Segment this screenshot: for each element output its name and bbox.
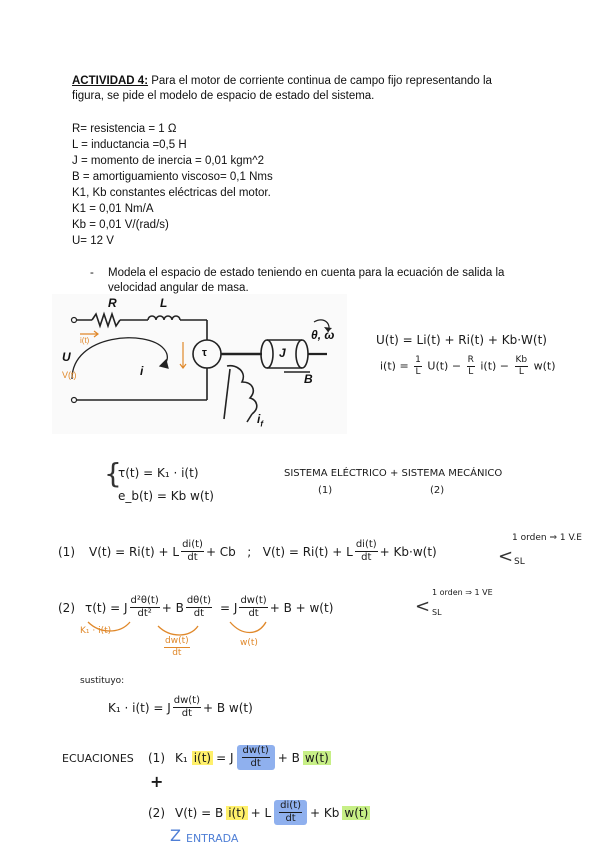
label-J: J: [279, 346, 286, 360]
eq2-branch: <: [415, 596, 431, 617]
param-k1: K1 = 0,01 Nm/A: [72, 203, 154, 215]
motor-diagram-svg: [52, 294, 347, 434]
label-U: U: [62, 350, 71, 364]
equation-2: (2) τ(t) = J $\frac{\text{d²θ(t)}}{\text{dt²}}$ + B $\frac{d\theta(t)}{dt}$ = J $\frac{dw(t)}{dt}$ + B + w(t): [58, 595, 334, 619]
label-v-small: V(t): [62, 370, 77, 380]
entrada-label: ENTRADA: [186, 832, 239, 845]
activity-title: [72, 74, 492, 89]
brace: {: [104, 457, 122, 490]
param-r: R= resistencia = 1 Ω: [72, 123, 177, 135]
label-current: i: [140, 364, 144, 378]
motor-symbol: τ: [202, 347, 207, 359]
activity-label: ACTIVIDAD 4:: [72, 75, 149, 87]
bullet-line1: Modela el espacio de estado teniendo en cuenta para la ecuación de salida la: [108, 267, 505, 279]
circuit-eq2: i(t) = $\frac{1}{L}$ U(t) − $\frac{R}{L}$ i(t) − $\frac{Kb}{L}$ w(t): [380, 355, 556, 377]
eq2-note-dw: $\frac{dw(t)}{dt}$: [165, 636, 189, 658]
eq1-branch: <: [498, 546, 514, 567]
e1-state-w: w(t): [304, 750, 329, 765]
label-L: L: [160, 296, 168, 310]
ecuaciones-label: ECUACIONES: [62, 752, 134, 765]
label-if: $i_f$: [257, 412, 264, 429]
sys-eq2: e_b(t) = Kb w(t): [118, 489, 214, 503]
activity-line1: Para el motor de corriente continua de campo fijo representando la: [148, 75, 492, 87]
param-k-desc: K1, Kb constantes eléctricas del motor.: [72, 187, 271, 199]
equation-1: (1) V(t) = Ri(t) + L $\frac{di(t)}{dt}$ + Cb ; V(t) = Ri(t) + L $\frac{di(t)}{dt}$ + Kb·w(t): [58, 539, 437, 563]
eq2-order: 1 orden ⇒ 1 VE: [432, 588, 493, 597]
eq1-sl: SL: [514, 557, 525, 567]
label-R: R: [108, 296, 117, 310]
param-l: L = inductancia =0,5 H: [72, 139, 187, 151]
label-B: B: [304, 372, 313, 386]
substituyo-label: sustituyo:: [80, 676, 125, 686]
substitution-eq: K₁ · i(t) = J $\frac{dw(t)}{dt}$ + B w(t): [108, 695, 253, 719]
label-i-small: i(t): [80, 336, 90, 345]
eq2-note-k1i: K₁ · i(t): [80, 626, 112, 636]
param-j: J = momento de inercia = 0,01 kgm^2: [72, 155, 265, 167]
e2-state-w: w(t): [344, 805, 369, 820]
e2-state-i: i(t): [228, 805, 246, 820]
eq1-order: 1 orden ⇒ 1 V.E: [512, 533, 582, 543]
eq2-sl: SL: [432, 608, 442, 617]
circuit-eq1: U(t) = Li(t) + Ri(t) + Kb·W(t): [376, 333, 547, 347]
bullet-dash: -: [90, 267, 94, 279]
system-num2: (2): [430, 485, 445, 496]
activity-line2: figura, se pide el modelo de espacio de estado del sistema.: [72, 90, 375, 102]
param-kb: Kb = 0,01 V/(rad/s): [72, 219, 169, 231]
sys-eq1: τ(t) = K₁ · i(t): [118, 466, 199, 480]
param-b: B = amortiguamiento viscoso= 0,1 Nms: [72, 171, 273, 183]
motor-diagram: [52, 294, 347, 434]
eq2-note-w: w(t): [240, 638, 258, 648]
e1-state-i: i(t): [193, 750, 212, 765]
param-u: U= 12 V: [72, 235, 114, 247]
system-label: SISTEMA ELÉCTRICO + SISTEMA MECÁNICO: [284, 468, 503, 479]
bullet-line2: velocidad angular de masa.: [108, 282, 249, 294]
plus-sign: +: [150, 772, 164, 791]
label-theta-omega: θ, ω: [311, 328, 335, 342]
final-eq-1: (1) K₁ i(t) = J $\frac{dw(t)}{dt}$ + B w(t): [148, 745, 329, 769]
entrada-arrow: Z: [170, 826, 181, 845]
system-num1: (1): [318, 485, 333, 496]
final-eq-2: (2) V(t) = B i(t) + L $\frac{di(t)}{dt}$ + Kb w(t): [148, 800, 369, 824]
